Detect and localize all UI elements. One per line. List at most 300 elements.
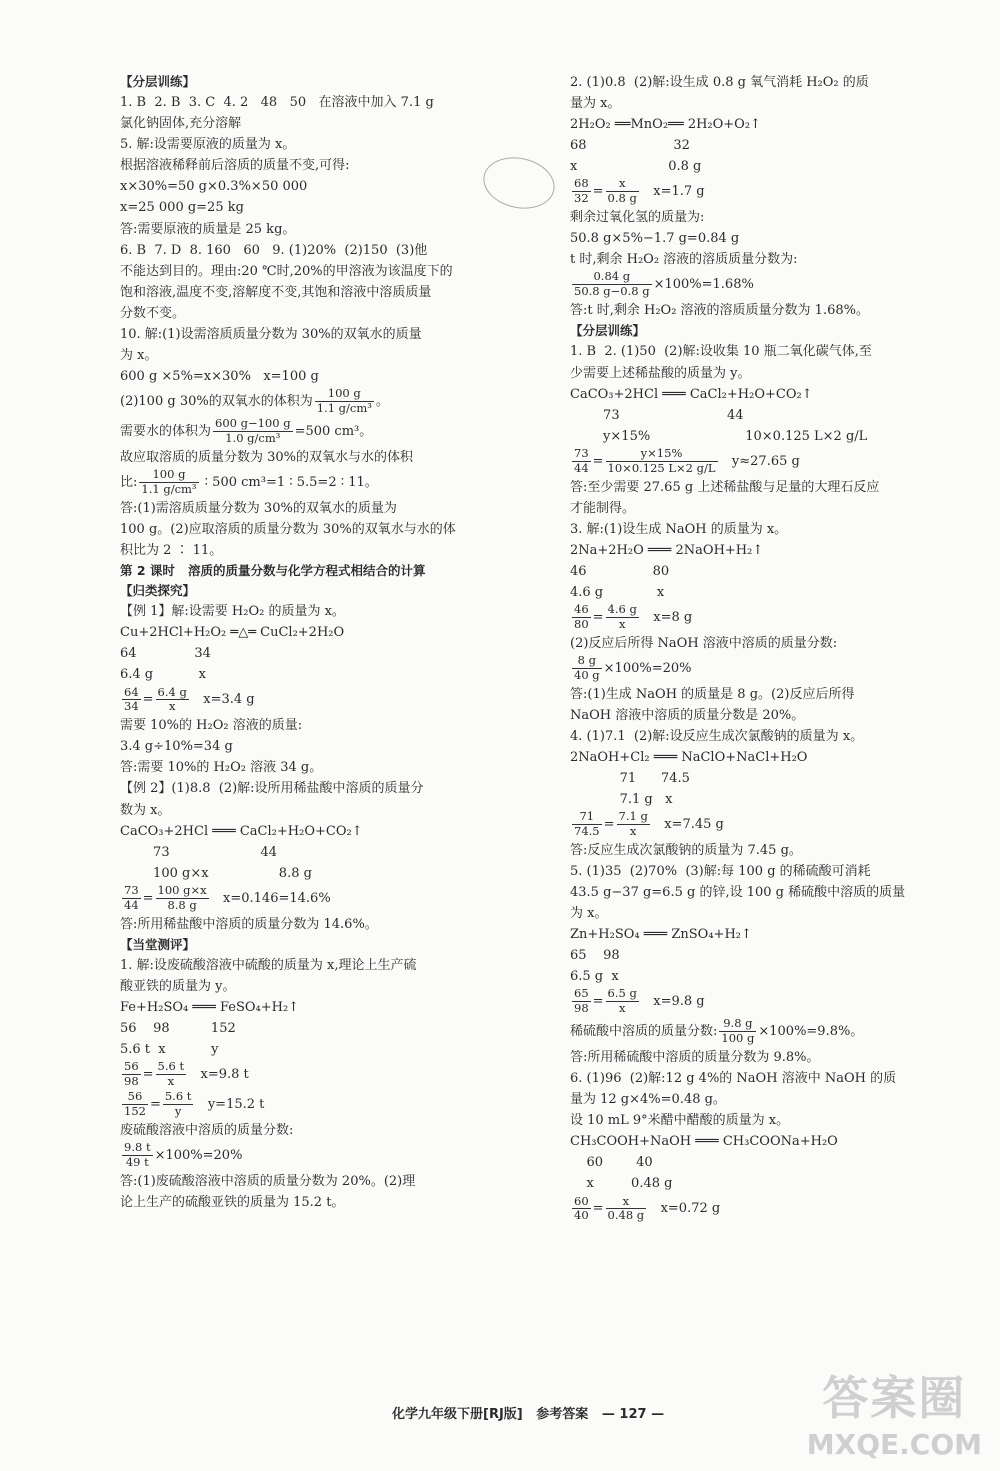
line-text: y×15% 10×0.125 L×2 g/L [570,428,868,444]
line-text: ×100%=9.8%。 [758,1024,864,1040]
line-text: = [142,1067,154,1083]
line-text: 3. 解:(1)设生成 NaOH 的质量为 x。 [570,521,788,537]
text-line [120,643,515,664]
text-line [120,1141,515,1171]
fraction-denominator: 100 g [721,1031,755,1046]
line-text: 答:(1)废硫酸溶液中溶质的质量分数为 20%。(2)理 [120,1173,416,1189]
text-line [120,197,515,218]
text-line [120,155,515,176]
line-text: x=25 000 g=25 kg [120,200,244,216]
text-line [120,778,515,799]
text-line [120,664,515,685]
line-text: 。 [375,393,389,409]
fraction-numerator: 9.8 t [124,1140,151,1155]
fraction-numerator: 65 [574,986,589,1001]
line-text: 6.4 g x [120,667,206,683]
text-line [120,519,515,540]
line-text: 100 g×x 8.8 g [120,865,312,881]
line-text: 不能达到目的。理由:20 ℃时,20%的甲溶液为该温度下的 [120,263,453,279]
fraction-numerator: 100 g [315,387,374,402]
line-text: Zn+H₂SO₄ ═══ ZnSO₄+H₂↑ [570,927,752,943]
text-line [570,228,962,249]
line-text: NaOH 溶液中溶质的质量分数是 20%。 [570,707,805,723]
text-line [570,249,962,270]
line-text: 需要水的体积为 [120,423,212,439]
fraction-numerator: 56 [124,1059,139,1074]
text-line [570,1131,962,1152]
fraction-denominator: x [629,823,637,838]
line-text: y=15.2 t [195,1097,265,1113]
text-line [120,417,515,447]
line-text: 43.5 g−37 g=6.5 g 的锌,设 100 g 稀硫酸中溶质的质量 [570,884,906,900]
text-line [120,92,515,113]
fraction-denominator: 152 [124,1104,146,1119]
fraction-numerator: 4.6 g [607,602,637,617]
line-text: = [142,692,154,708]
line-text: 才能制得。 [570,500,636,516]
text-line [570,341,962,362]
line-text: 10. 解:(1)设需溶质质量分数为 30%的双氧水的质量 [120,326,422,342]
line-text: CH₃COOH+NaOH ═══ CH₃COONa+H₂O [570,1134,838,1150]
line-text: 100 g。(2)应取溶质的质量分数为 30%的双氧水与水的体 [120,521,456,537]
fraction-numerator: 68 [574,176,589,191]
fraction-numerator: 7.1 g [618,809,648,824]
fraction [719,1017,756,1046]
text-line [570,1047,962,1068]
lesson-title [120,561,515,581]
right-column [570,72,962,1224]
fraction-numerator: 6.4 g [157,684,187,699]
section-heading [120,581,515,601]
text-line [570,135,962,156]
line-text: 5. (1)35 (2)70% (3)解:每 100 g 的稀硫酸可消耗 [570,863,871,879]
text-line [120,113,515,134]
line-text: 6.5 g x [570,969,619,985]
fraction [156,686,189,715]
line-text: 故应取溶质的质量分数为 30%的双氧水与水的体积 [120,449,414,465]
fraction [572,177,591,206]
fraction-numerator: 73 [574,445,589,460]
text-line [120,601,515,622]
text-line [120,366,515,387]
line-text: 比: [120,474,138,490]
line-text: 饱和溶液,温度不变,溶解度不变,其饱和溶液中溶质质量 [120,284,432,300]
fraction [606,987,639,1016]
fraction [122,1090,148,1119]
section-heading [570,321,962,341]
fraction-numerator: 73 [124,882,139,897]
line-text: (2)反应后所得 NaOH 溶液中溶质的质量分数: [570,635,838,651]
fraction-denominator: y [174,1104,182,1119]
fraction [617,810,650,839]
line-text: 【当堂测评】 [120,936,196,952]
fraction-numerator: 100 g×x [157,882,207,897]
fraction [122,1141,153,1170]
text-line [570,810,962,840]
text-line [570,1110,962,1131]
text-line [120,447,515,468]
fraction-denominator: 44 [574,460,589,475]
text-line [120,863,515,884]
line-text: 剩余过氧化氢的质量为: [570,210,705,226]
text-line [120,821,515,842]
line-text: ∶ 500 cm³=1 ∶ 5.5=2 ∶ 11。 [200,474,378,490]
text-line [120,540,515,561]
fraction [213,417,293,446]
fraction-numerator: 5.6 t [164,1089,192,1104]
section-heading [120,935,515,955]
text-line [570,1173,962,1194]
text-line [570,654,962,684]
line-text: 2NaOH+Cl₂ ═══ NaClO+NaCl+H₂O [570,749,808,765]
text-line [120,976,515,997]
line-text: 答:(1)生成 NaOH 的质量是 8 g。(2)反应后所得 [570,686,855,702]
text-line [570,477,962,498]
fraction-denominator: 80 [574,616,589,631]
fraction-numerator: x [606,177,639,192]
line-text: 65 98 [570,948,620,964]
fraction-denominator: x [618,616,626,631]
line-text: Fe+H₂SO₄ ═══ FeSO₄+H₂↑ [120,1000,300,1015]
text-line [570,582,962,603]
text-line [570,966,962,987]
text-line [570,561,962,582]
text-line [570,882,962,903]
line-text: =500 cm³。 [294,423,373,439]
text-line [570,384,962,405]
text-line [120,914,515,935]
text-line [570,300,962,321]
text-line [570,519,962,540]
line-text: 设 10 mL 9°米醋中醋酸的质量为 x。 [570,1113,790,1129]
line-text: x=7.45 g [651,816,724,832]
left-column [120,72,515,1213]
fraction-denominator: 34 [124,699,139,714]
text-line [120,1039,515,1060]
line-text: 答:t 时,剩余 H₂O₂ 溶液的溶质质量分数为 1.68%。 [570,303,869,319]
fraction-denominator: 1.1 g/cm³ [316,400,372,415]
fraction-numerator: 8 g [572,654,602,669]
fraction [572,810,602,839]
line-text: = [149,1097,161,1113]
watermark [807,1362,982,1461]
fraction [122,884,141,913]
line-text: x=9.8 t [188,1067,249,1083]
line-text: 50.8 g×5%−1.7 g=0.84 g [570,231,740,247]
line-text: 为 x。 [120,347,158,363]
line-text: = [592,1201,604,1217]
line-text: 1. B 2. (1)50 (2)解:设收集 10 瓶二氧化碳气体,至 [570,344,872,360]
fraction-denominator: 49 t [125,1154,149,1169]
text-line [570,1017,962,1047]
text-line [570,156,962,177]
section-heading [120,72,515,92]
line-text: 56 98 152 [120,1021,236,1037]
text-line [570,1068,962,1089]
text-line [570,93,962,114]
fraction-denominator: 1.0 g/cm³ [225,430,281,445]
fraction-denominator: x [167,1074,175,1089]
text-line [570,987,962,1017]
line-text: 1. 解:设废硫酸溶液中硫酸的质量为 x,理论上生产硫 [120,957,417,973]
line-text: 4.6 g x [570,584,665,600]
line-text: 废硫酸溶液中溶质的质量分数: [120,1122,294,1138]
text-line [120,1018,515,1039]
fraction-denominator: 1.1 g/cm³ [141,481,197,496]
text-line [120,800,515,821]
line-text: ×100%=1.68% [653,277,754,293]
text-line [570,177,962,207]
line-text: t 时,剩余 H₂O₂ 溶液的溶质质量分数为: [570,252,798,268]
line-text: 少需要上述稀盐酸的质量为 y。 [570,365,751,381]
line-text: 6. B 7. D 8. 160 60 9. (1)20% (2)150 (3)他 [120,242,428,258]
fraction [572,987,591,1016]
line-text: x 0.48 g [570,1176,673,1192]
line-text: x=1.7 g [640,184,705,200]
text-line [120,324,515,345]
fraction [156,1060,187,1089]
fraction-numerator: 56 [122,1090,148,1105]
text-line [120,622,515,643]
line-text: (2)100 g 30%的双氧水的体积为 [120,393,313,409]
fraction-numerator: 6.5 g [607,986,637,1001]
line-text: x=0.146=14.6% [210,890,331,906]
line-text: 答:(1)需溶质质量分数为 30%的双氧水的质量为 [120,500,397,516]
line-text: 积比为 2 ∶ 11。 [120,542,223,558]
fraction [606,447,718,476]
line-text: 量为 x。 [570,96,621,112]
text-line [570,705,962,726]
line-text: 酸亚铁的质量为 y。 [120,978,236,994]
page-footer: 化学九年级下册[RJ版] 参考答案 — 127 — [392,1407,665,1422]
fraction-denominator: x [618,1001,626,1016]
text-line [570,540,962,561]
line-text: 4. (1)7.1 (2)解:设反应生成次氯酸钠的质量为 x。 [570,728,864,744]
line-text: 64 34 [120,646,211,662]
text-line [120,1090,515,1120]
line-text: x=0.72 g [648,1201,721,1217]
text-line [120,261,515,282]
line-text: 6. (1)96 (2)解:12 g 4%的 NaOH 溶液中 NaOH 的质 [570,1071,897,1087]
fraction-denominator: 0.48 g [607,1208,645,1223]
line-text: 需要 10%的 H₂O₂ 溶液的质量: [120,718,303,734]
fraction [606,177,639,206]
fraction [572,270,652,299]
fraction-numerator: 5.6 t [157,1059,185,1074]
text-line [120,468,515,498]
line-text: = [142,890,154,906]
text-line [570,72,962,93]
fraction [606,603,639,632]
line-text: ×100%=20% [603,660,692,676]
line-text: 73 44 [570,407,744,423]
line-text: 46 80 [570,563,670,579]
text-line [570,768,962,789]
text-line [570,747,962,768]
line-text: 7.1 g x [570,791,673,807]
line-text: 答:所用稀盐酸中溶质的质量分数为 14.6%。 [120,916,378,932]
fraction [122,1060,141,1089]
text-line [120,736,515,757]
text-line [570,1152,962,1173]
text-line [570,789,962,810]
text-line [570,903,962,924]
fraction-denominator: 98 [124,1074,139,1089]
line-text: ×100%=20% [154,1147,243,1163]
line-text: = [592,994,604,1010]
line-text: 3.4 g÷10%=34 g [120,739,233,755]
line-text: 600 g ×5%=x×30% x=100 g [120,368,319,384]
line-text: 5. 解:设需要原液的质量为 x。 [120,137,296,153]
text-line [570,426,962,447]
line-text: Cu+2HCl+H₂O₂ ═△═ CuCl₂+2H₂O [120,625,345,641]
line-text: 2H₂O₂ ══MnO₂══ 2H₂O+O₂↑ [570,117,761,133]
text-line [570,114,962,135]
text-line [120,134,515,155]
text-line [570,861,962,882]
fraction-denominator: 98 [574,1001,589,1016]
line-text: 量为 12 g×4%=0.48 g。 [570,1092,726,1108]
fraction-denominator: 40 [574,1208,589,1223]
text-line [120,1120,515,1141]
fraction-denominator: 50.8 g−0.8 g [574,284,650,299]
text-line [120,303,515,324]
fraction [163,1090,194,1119]
line-text: = [592,609,604,625]
line-text: 73 44 [120,844,278,860]
text-line [570,726,962,747]
fraction-numerator: 71 [572,810,602,825]
line-text: 71 74.5 [570,770,690,786]
line-text: = [592,453,604,469]
line-text: 分数不变。 [120,305,186,321]
line-text: 氯化钠固体,充分溶解 [120,116,242,132]
watermark-url: MXQE.COM [806,1428,982,1461]
fraction-numerator: 46 [574,602,589,617]
text-line [120,387,515,417]
fraction-denominator: 44 [124,897,139,912]
text-line [570,633,962,654]
line-text: 答:需要原液的质量是 25 kg。 [120,221,296,237]
fraction-denominator: x [168,699,176,714]
line-text: 60 40 [570,1155,653,1171]
text-line [120,757,515,778]
text-line [120,685,515,715]
fraction-numerator: 600 g−100 g [215,416,291,430]
fraction-denominator: 74.5 [574,823,600,838]
fraction [315,387,374,416]
text-line [120,176,515,197]
text-line [570,924,962,945]
fraction-denominator: 0.8 g [607,191,637,206]
fraction-numerator: 60 [574,1193,589,1208]
line-text: 答:需要 10%的 H₂O₂ 溶液 34 g。 [120,760,323,776]
text-line [570,363,962,384]
fraction [572,1195,591,1224]
text-line [570,207,962,228]
watermark-logo: 答案圈 [822,1371,967,1425]
line-text: 【分层训练】 [120,74,196,89]
line-text: 【归类探究】 [120,583,196,599]
line-text: 【例 2】(1)8.8 (2)解:设所用稀盐酸中溶质的质量分 [120,781,424,797]
fraction [572,603,591,632]
line-text: 论上生产的硫酸亚铁的质量为 15.2 t。 [120,1194,345,1210]
line-text: CaCO₃+2HCl ═══ CaCl₂+H₂O+CO₂↑ [570,386,813,402]
fraction-denominator: 10×0.125 L×2 g/L [607,460,716,475]
fraction-denominator: 40 g [574,667,600,682]
text-line [120,282,515,303]
line-text: 答:反应生成次氯酸钠的质量为 7.45 g。 [570,842,802,858]
line-text: = [592,184,604,200]
fraction-numerator: 64 [124,684,139,699]
line-text: 答:至少需要 27.65 g 上述稀盐酸与足量的大理石反应 [570,479,880,495]
line-text: 【分层训练】 [570,323,646,339]
fraction [139,468,198,497]
fraction [572,654,602,683]
text-line [570,498,962,519]
text-line [120,1171,515,1192]
line-text: x×30%=50 g×0.3%×50 000 [120,179,308,195]
text-line [120,345,515,366]
line-text: 2Na+2H₂O ═══ 2NaOH+H₂↑ [570,542,764,558]
line-text: CaCO₃+2HCl ═══ CaCl₂+H₂O+CO₂↑ [120,823,363,839]
line-text: 稀硫酸中溶质的质量分数: [570,1024,718,1040]
text-line [120,884,515,914]
line-text: 【例 1】解:设需要 H₂O₂ 的质量为 x。 [120,604,345,620]
fraction [156,884,209,913]
text-line [570,840,962,861]
text-line [570,270,962,300]
line-text: 根据溶液稀释前后溶质的质量不变,可得: [120,158,350,174]
fraction-numerator: 100 g [139,468,198,483]
line-text: 5.6 t x y [120,1042,219,1058]
text-line [120,1060,515,1090]
fraction-denominator: 8.8 g [167,897,197,912]
line-text: x=9.8 g [640,994,705,1010]
fraction [572,447,591,476]
line-text: x=8 g [640,609,693,625]
fraction [606,1195,647,1224]
fraction-numerator: y×15% [606,447,718,462]
line-text: 为 x。 [570,906,608,921]
fraction-denominator: 32 [574,191,589,206]
line-text: x 0.8 g [570,159,702,175]
text-line [570,1194,962,1224]
line-text: 2. (1)0.8 (2)解:设生成 0.8 g 氧气消耗 H₂O₂ 的质 [570,75,869,90]
fraction-numerator: 0.84 g [572,270,652,285]
text-line [120,1192,515,1213]
text-line [570,1089,962,1110]
line-text: 1. B 2. B 3. C 4. 2 48 50 在溶液中加入 7.1 g [120,95,434,111]
text-line [120,842,515,863]
fraction [122,686,141,715]
line-text: x=3.4 g [190,692,255,708]
text-line [120,997,515,1018]
text-line [570,684,962,705]
line-text: = [603,816,615,832]
fraction-numerator: x [606,1195,647,1210]
line-text: 数为 x。 [120,802,171,818]
text-line [570,945,962,966]
fraction-numerator: 9.8 g [719,1017,756,1032]
text-line [570,603,962,633]
text-line [120,498,515,519]
text-line [120,955,515,976]
line-text: 68 32 [570,138,690,154]
text-line [120,219,515,240]
text-line [120,240,515,261]
text-line [570,405,962,426]
